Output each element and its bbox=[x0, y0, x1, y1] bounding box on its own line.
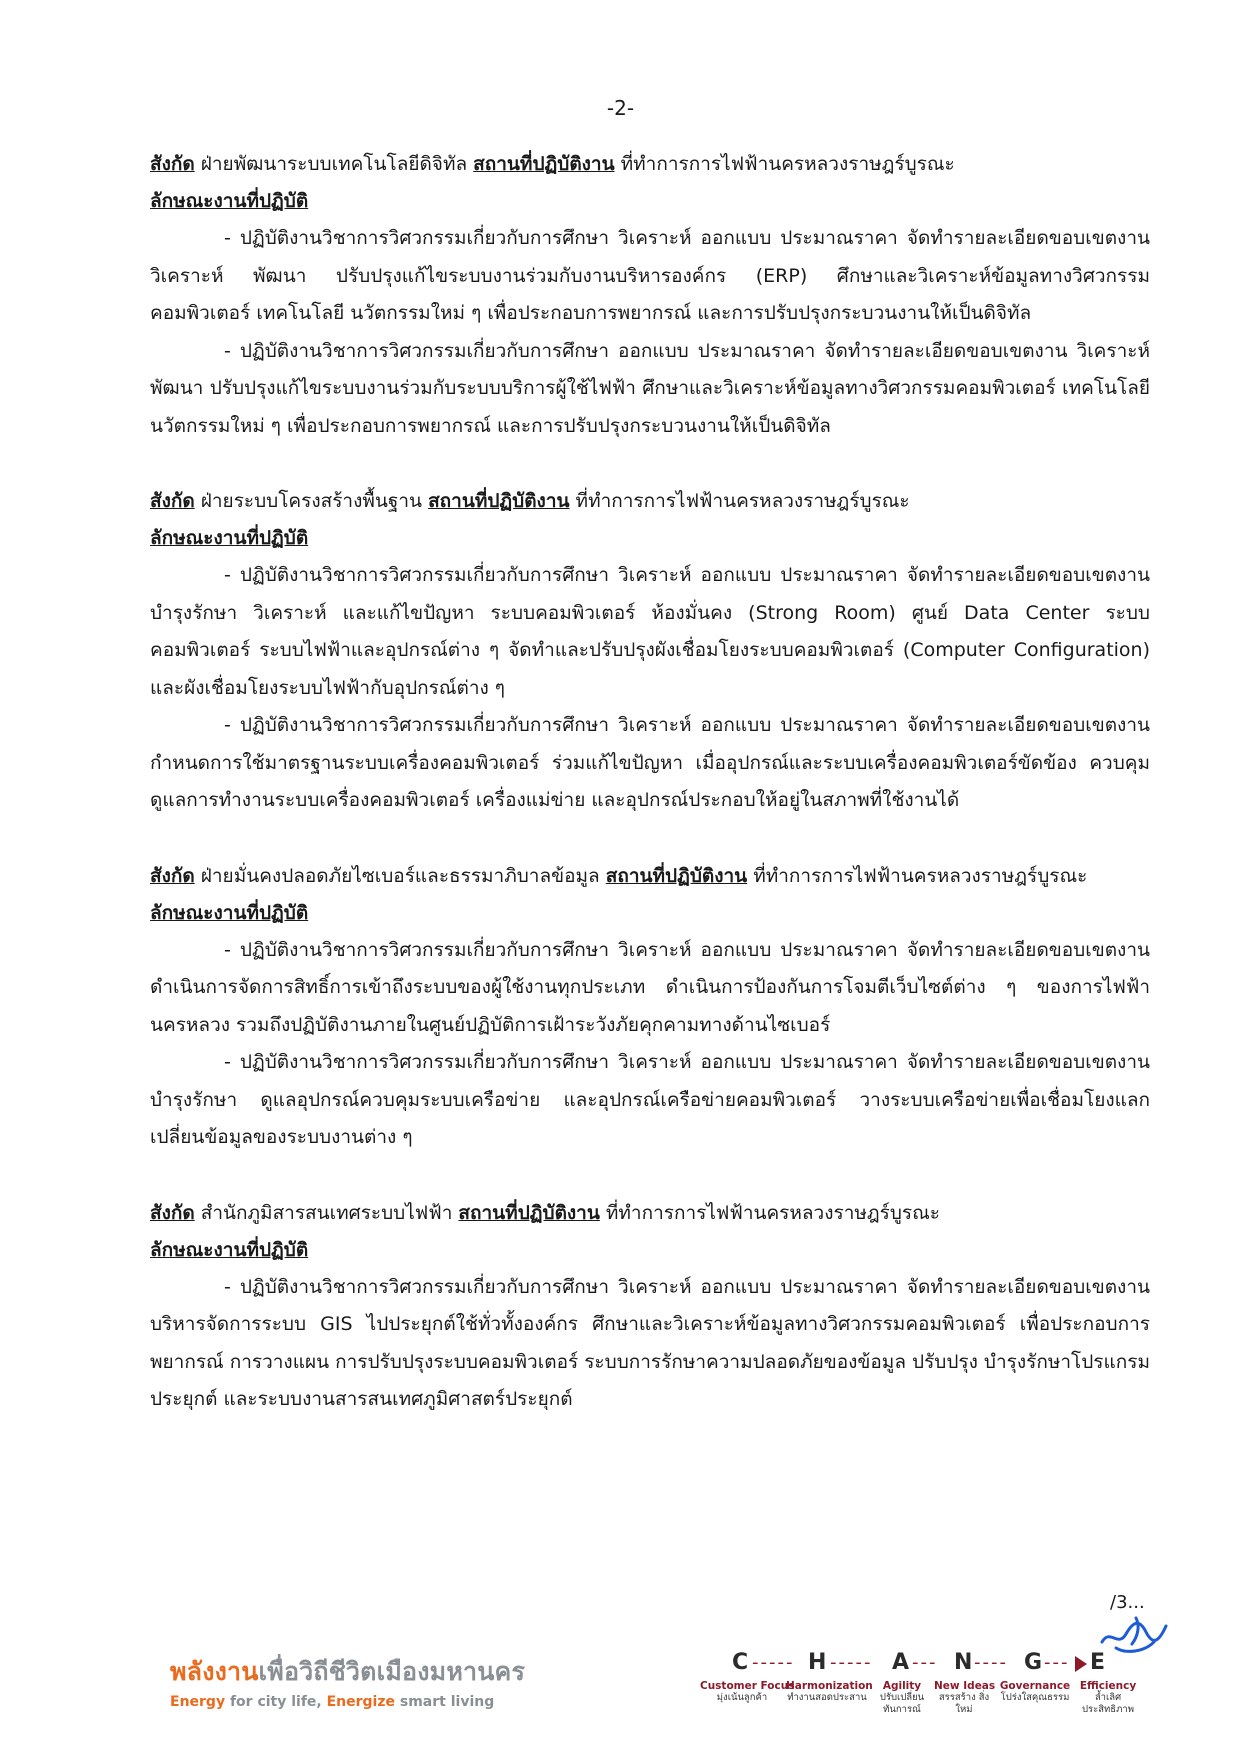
value-efficiency: Efficiency ล้ำเลิศ ประสิทธิภาพ bbox=[1079, 1680, 1137, 1715]
duty-paragraph: - ปฏิบัติงานวิชาการวิศวกรรมเกี่ยวกับการศึกษา ออกแบบ ประมาณราคา จัดทำรายละเอียดขอบเขตงาน วิเคราะห์ พัฒนา ปรับปรุงแก้ไขระบบงานร่วมกับระบบบริการผู้ใช้ไฟฟ้า ศึกษาและวิเคราะห์ข้อมูลทางวิศวกรรมคอมพิวเตอร์ เทคโนโลยี นวัตกรรมใหม่ ๆ เพื่อประกอบการพยากรณ์ และการปรับปรุงกระบวนงานให้เป็นดิจิทัล bbox=[150, 339, 1150, 437]
workplace-value: ที่ทำการการไฟฟ้านครหลวงราษฎร์บูรณะ bbox=[569, 490, 910, 512]
change-values-banner bbox=[700, 1650, 1160, 1740]
change-letters bbox=[700, 1650, 1160, 1680]
affiliation-value: ฝ่ายมั่นคงปลอดภัยไซเบอร์และธรรมาภิบาลข้อมูล bbox=[194, 864, 606, 887]
affiliation-label: สังกัด bbox=[150, 153, 195, 175]
workplace-label: สถานที่ปฏิบัติงาน bbox=[605, 864, 748, 887]
workplace-label: สถานที่ปฏิบัติงาน bbox=[473, 153, 615, 175]
workplace-label: สถานที่ปฏิบัติงาน bbox=[428, 490, 570, 512]
section-geoinformatics bbox=[150, 1195, 1150, 1419]
dashes: ----- bbox=[752, 1652, 795, 1673]
dashes: ---- bbox=[974, 1652, 1008, 1673]
change-letter: G bbox=[1024, 1650, 1043, 1675]
duties-heading: ลักษณะงานที่ปฏิบัติ bbox=[150, 901, 309, 924]
change-letter: H bbox=[808, 1650, 827, 1675]
affiliation-label: สังกัด bbox=[150, 1201, 195, 1224]
value-governance: Governance โปร่งใสคุณธรรม bbox=[999, 1680, 1071, 1703]
slogan-english: Energy for city life, Energize smart living bbox=[170, 1694, 495, 1710]
value-harmonization: Harmonization ทำงานสอดประสาน bbox=[786, 1680, 873, 1703]
change-letter: N bbox=[954, 1650, 973, 1675]
document-body bbox=[150, 146, 1150, 1457]
section-header bbox=[150, 858, 1150, 895]
affiliation-label: สังกัด bbox=[150, 864, 195, 887]
value-customer-focus: Customer Focus มุ่งเน้นลูกค้า bbox=[700, 1680, 795, 1703]
affiliation-value: ฝ่ายระบบโครงสร้างพื้นฐาน bbox=[194, 490, 429, 512]
dashes: --- bbox=[1044, 1652, 1070, 1673]
workplace-value: ที่ทำการการไฟฟ้านครหลวงราษฎร์บูรณะ bbox=[747, 864, 1088, 887]
value-new-ideas: New Ideas สรรสร้าง สิ่งใหม่ bbox=[934, 1680, 996, 1715]
affiliation-value: สำนักภูมิสารสนเทศระบบไฟฟ้า bbox=[194, 1201, 459, 1224]
duty-paragraph: - ปฏิบัติงานวิชาการวิศวกรรมเกี่ยวกับการศึกษา วิเคราะห์ ออกแบบ ประมาณราคา จัดทำรายละเอียดขอบเขตงาน วิเคราะห์ พัฒนา ปรับปรุงแก้ไขระบบงานร่วมกับงานบริหารองค์กร (ERP) ศึกษาและวิเคราะห์ข้อมูลทางวิศวกรรมคอมพิวเตอร์ เทคโนโลยี นวัตกรรมใหม่ ๆ เพื่อประกอบการพยากรณ์ และการปรับปรุงกระบวนงานให้เป็นดิจิทัล bbox=[150, 227, 1150, 324]
value-agility: Agility ปรับเปลี่ยน ทันการณ์ bbox=[879, 1680, 925, 1715]
affiliation-value: ฝ่ายพัฒนาระบบเทคโนโลยีดิจิทัล bbox=[194, 153, 474, 175]
duties-heading: ลักษณะงานที่ปฏิบัติ bbox=[150, 1238, 309, 1261]
continuation-marker: /3... bbox=[1110, 1592, 1145, 1613]
slogan-thai: พลังงานเพื่อวิถีชีวิตเมืองมหานคร bbox=[170, 1657, 526, 1686]
section-header bbox=[150, 483, 1150, 520]
section-digital-technology bbox=[150, 146, 1150, 445]
dashes: ----- bbox=[830, 1652, 873, 1673]
change-letter: C bbox=[732, 1650, 749, 1675]
section-header bbox=[150, 1195, 1150, 1232]
duty-paragraph: - ปฏิบัติงานวิชาการวิศวกรรมเกี่ยวกับการศึกษา วิเคราะห์ ออกแบบ ประมาณราคา จัดทำรายละเอียดขอบเขตงาน บำรุงรักษา วิเคราะห์ และแก้ไขปัญหา ระบบคอมพิวเตอร์ ห้องมั่นคง (Strong Room) ศูนย์ Data Center ระบบคอมพิวเตอร์ ระบบไฟฟ้าและอุปกรณ์ต่าง ๆ จัดทำและปรับปรุงผังเชื่อมโยงระบบคอมพิวเตอร์ (Computer Configuration) และผังเชื่อมโยงระบบไฟฟ้ากับอุปกรณ์ต่าง ๆ bbox=[150, 564, 1150, 699]
section-header bbox=[150, 146, 1150, 183]
duty-paragraph: - ปฏิบัติงานวิชาการวิศวกรรมเกี่ยวกับการศึกษา วิเคราะห์ ออกแบบ ประมาณราคา จัดทำรายละเอียดขอบเขตงาน บำรุงรักษา ดูแลอุปกรณ์ควบคุมระบบเครือข่าย และอุปกรณ์เครือข่ายคอมพิวเตอร์ วางระบบเครือข่ายเพื่อเชื่อมโยงแลกเปลี่ยนข้อมูลของระบบงานต่าง ๆ bbox=[150, 1051, 1150, 1148]
workplace-value: ที่ทำการการไฟฟ้านครหลวงราษฎร์บูรณะ bbox=[599, 1201, 940, 1224]
duties-heading: ลักษณะงานที่ปฏิบัติ bbox=[150, 527, 309, 549]
duty-paragraph: - ปฏิบัติงานวิชาการวิศวกรรมเกี่ยวกับการศึกษา วิเคราะห์ ออกแบบ ประมาณราคา จัดทำรายละเอียดขอบเขตงาน กำหนดการใช้มาตรฐานระบบเครื่องคอมพิวเตอร์ ร่วมแก้ไขปัญหา เมื่ออุปกรณ์และระบบเครื่องคอมพิวเตอร์ขัดข้อง ควบคุม ดูแลการทำงานระบบเครื่องคอมพิวเตอร์ เครื่องแม่ข่าย และอุปกรณ์ประกอบให้อยู่ในสภาพที่ใช้งานได้ bbox=[150, 714, 1150, 811]
dashes: --- bbox=[912, 1652, 938, 1673]
section-infrastructure bbox=[150, 483, 1150, 820]
duty-paragraph: - ปฏิบัติงานวิชาการวิศวกรรมเกี่ยวกับการศึกษา วิเคราะห์ ออกแบบ ประมาณราคา จัดทำรายละเอียดขอบเขตงาน ดำเนินการจัดการสิทธิ์การเข้าถึงระบบของผู้ใช้งานทุกประเภท ดำเนินการป้องกันการโจมตีเว็บไซต์ต่าง ๆ ของการไฟฟ้านครหลวง รวมถึงปฏิบัติงานภายในศูนย์ปฏิบัติการเฝ้าระวังภัยคุกคามทางด้านไซเบอร์ bbox=[150, 938, 1150, 1036]
workplace-value: ที่ทำการการไฟฟ้านครหลวงราษฎร์บูรณะ bbox=[614, 153, 955, 175]
mea-slogan bbox=[170, 1652, 525, 1710]
change-letter: E bbox=[1090, 1650, 1106, 1675]
page-number: -2- bbox=[606, 96, 635, 120]
section-cybersecurity bbox=[150, 858, 1150, 1157]
duty-paragraph: - ปฏิบัติงานวิชาการวิศวกรรมเกี่ยวกับการศึกษา วิเคราะห์ ออกแบบ ประมาณราคา จัดทำรายละเอียดขอบเขตงาน บริหารจัดการระบบ GIS ไปประยุกต์ใช้ทั่วทั้งองค์กร ศึกษาและวิเคราะห์ข้อมูลทางวิศวกรรมคอมพิวเตอร์ เพื่อประกอบการพยากรณ์ การวางแผน การปรับปรุงระบบคอมพิวเตอร์ ระบบการรักษาความปลอดภัยของข้อมูล ปรับปรุง บำรุงรักษาโปรแกรมประยุกต์ และระบบงานสารสนเทศภูมิศาสตร์ประยุกต์ bbox=[150, 1275, 1150, 1410]
workplace-label: สถานที่ปฏิบัติงาน bbox=[458, 1201, 600, 1224]
arrow-icon bbox=[1075, 1656, 1087, 1672]
change-letter: A bbox=[892, 1650, 910, 1675]
affiliation-label: สังกัด bbox=[150, 490, 195, 512]
duties-heading: ลักษณะงานที่ปฏิบัติ bbox=[150, 190, 309, 212]
